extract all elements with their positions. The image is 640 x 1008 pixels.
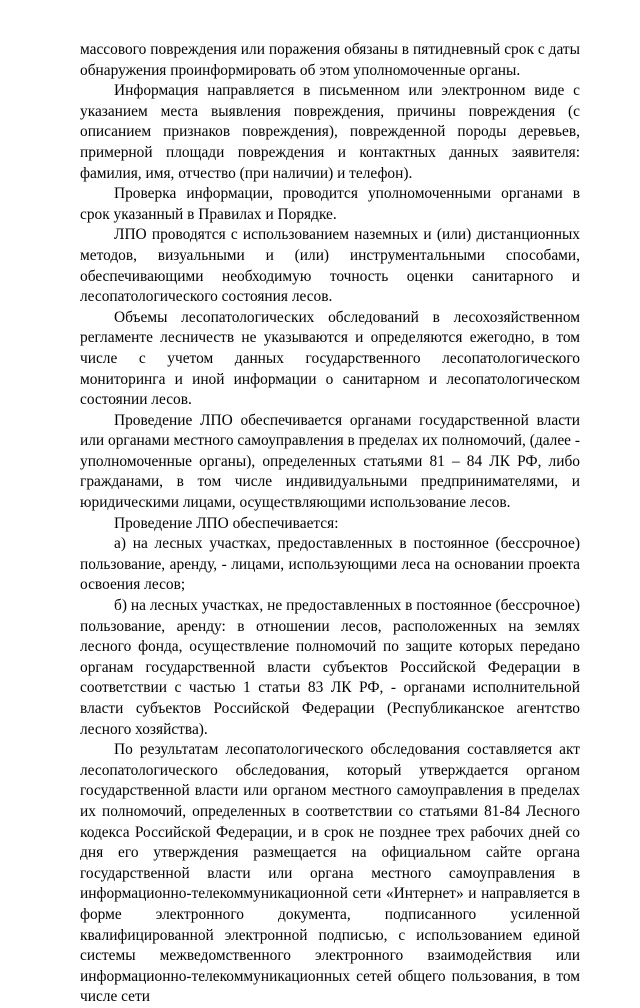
paragraph-1: массового повреждения или поражения обязаны в пятидневный срок с даты обнаружения проинформировать об этом уполномоченные органы.: [80, 41, 580, 79]
paragraph-10: По результатам лесопатологического обследования составляется акт лесопатологического обследования, который утверждается органом государственной власти или органом местного самоуправления в пределах их полномочий, определенных в соответствии со статьями 81-84 Лесного кодекса Российской Федерации, и в срок не позднее трех рабочих дней со дня его утверждения размещается на официальном сайте органа государственной власти или органа местного самоуправления в информационно-телекоммуникационной сети «Интернет» и направляется в форме электронного документа, подписанного усиленной квалифицированной электронной подписью, с использованием единой системы межведомственного электронного взаимодействия или информационно-телекоммуникационных сетей общего пользования, в том числе сети: [80, 741, 580, 1006]
paragraph-4: ЛПО проводятся с использованием наземных и (или) дистанционных методов, визуальными и (или) инструментальными способами, обеспечивающими необходимую точность оценки санитарного и лесопатологического состояния лесов.: [80, 226, 580, 306]
paragraph-8: а) на лесных участках, предоставленных в постоянное (бессрочное) пользование, аренду, - лицами, использующими леса на основании проекта освоения лесов;: [80, 535, 580, 594]
paragraph-6: Проведение ЛПО обеспечивается органами государственной власти или органами местного самоуправления в пределах их полномочий, (далее - уполномоченные органы), определенных статьями 81 – 84 ЛК РФ, либо гражданами, в том числе индивидуальными предпринимателями, и юридическими лицами, осуществляющими использование лесов.: [80, 411, 580, 512]
document-body: [80, 40, 580, 1008]
paragraph-3: Проверка информации, проводится уполномоченными органами в срок указанный в Правилах и Порядке.: [80, 185, 580, 223]
paragraph-5: Объемы лесопатологических обследований в лесохозяйственном регламенте лесничеств не указываются и определяются ежегодно, в том числе с учетом данных государственного лесопатологического мониторинга и иной информации о санитарном и лесопатологическом состоянии лесов.: [80, 308, 580, 409]
paragraph-2: Информация направляется в письменном или электронном виде с указанием места выявления повреждения, причины повреждения (с описанием признаков повреждения), поврежденной породы деревьев, примерной площади повреждения и контактных данных заявителя: фамилия, имя, отчество (при наличии) и телефон).: [80, 82, 580, 182]
paragraph-9: б) на лесных участках, не предоставленных в постоянное (бессрочное) пользование, аренду: в отношении лесов, расположенных на землях лесного фонда, осуществление полномочий по защите которых передано органам государственной власти субъектов Российской Федерации в соответствии с частью 1 статьи 83 ЛК РФ, - органами исполнительной власти субъектов Российской Федерации (Республиканское агентство лесного хозяйства).: [80, 597, 580, 738]
paragraph-7: Проведение ЛПО обеспечивается:: [114, 514, 339, 532]
